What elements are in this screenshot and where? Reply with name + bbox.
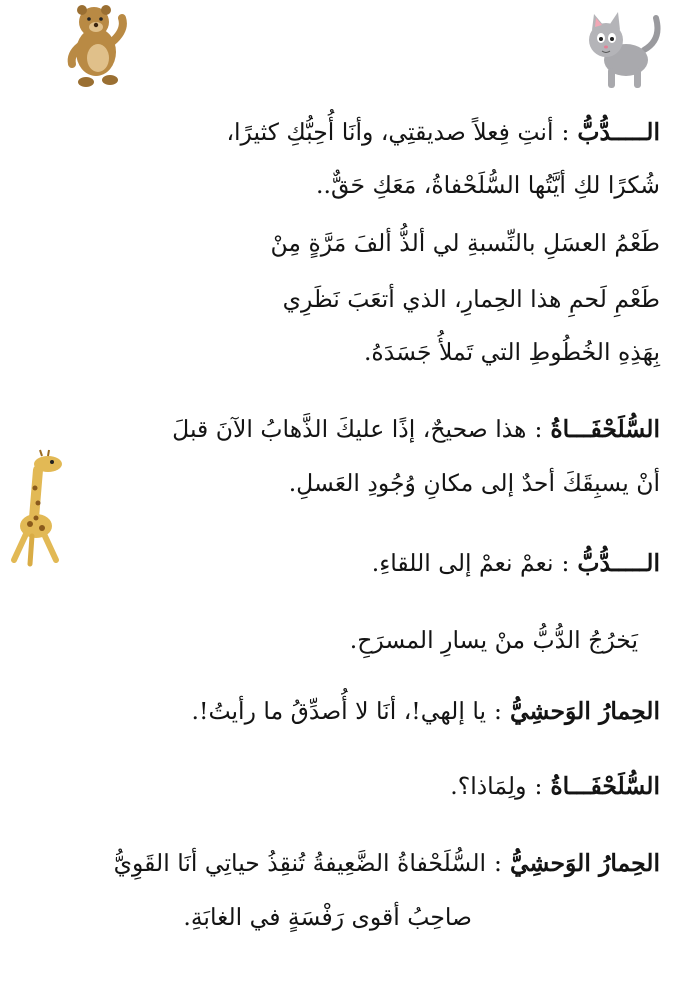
dialogue-line-bear-1 [226,115,660,149]
speaker-name: السُّلَحْفَـــاةُ [550,772,660,800]
dialogue-line-turtle-2 [450,769,660,803]
speaker-name: الـــــدُّبُّ [577,549,660,577]
dialogue-text: صاحِبُ أقوى رَفْسَةٍ في الغابَةِ. [183,903,472,931]
dialogue-line-donkey-1 [192,694,660,728]
dialogue-line-continuation [316,168,660,202]
speaker-name: السُّلَحْفَـــاةُ [550,415,660,443]
speaker-name: الحِمارُ الوَحشِيُّ [509,697,660,725]
dialogue-text: السُّلَحْفاةُ الضَّعِيفةُ تُنقِذُ حياتِي أنَا القَوِيُّ [113,849,487,877]
speaker-name: الـــــدُّبُّ [577,118,660,146]
stage-direction [350,623,638,657]
dialogue-line-turtle-1 [172,412,660,446]
speaker-separator: : [534,772,543,800]
speaker-name: الحِمارُ الوَحشِيُّ [509,849,660,877]
dialogue-line-bear-2 [372,546,660,580]
dialogue-text: ولِمَاذا؟. [450,772,527,800]
dialogue-line-continuation [283,282,660,316]
speaker-separator: : [534,415,543,443]
dialogue-text: طَعْمُ العسَلِ بالنِّسبةِ لي ألذُّ ألفَ مَرَّةٍ مِنْ [270,229,660,257]
dialogue-line-continuation [364,335,660,369]
dialogue-text: طَعْمِ لَحمِ هذا الحِمارِ، الذي أتعَبَ نَظَرِي [282,285,660,313]
dialogue-text: شُكرًا لكِ أيَّتُها السُّلَحْفاةُ، مَعَكِ حَقٌّ.. [316,171,660,199]
dialogue-line-donkey-2 [114,846,660,880]
dialogue-line-continuation [289,466,660,500]
dialogue-text: يَخرُجُ الدُّبُّ منْ يسارِ المسرَحِ. [349,626,638,654]
dialogue-text: نعمْ نعمْ إلى اللقاءِ. [371,549,554,577]
giraffe-illustration [4,448,70,570]
speaker-separator: : [561,118,570,146]
speaker-separator: : [494,849,502,877]
cat-illustration [582,10,664,92]
speaker-separator: : [561,549,570,577]
speaker-separator: : [494,697,502,725]
dialogue-text: أنْ يسبِقَكَ أحدٌ إلى مكانِ وُجُودِ العَسلِ. [288,469,660,497]
dialogue-text: أنتِ فِعلاً صديقتِي، وأنَا أُحِبُّكِ كثيرًا، [226,118,554,146]
dialogue-text: يا إلهي!، أنَا لا أُصدِّقُ ما رأيتُ!. [191,697,487,725]
bear-illustration [60,2,134,90]
dialogue-line-continuation [183,900,472,934]
dialogue-text: بِهَذِهِ الخُطُوطِ التي تَملأُ جَسَدَهُ. [363,338,660,366]
dialogue-text: هذا صحيحٌ، إذًا عليكَ الذَّهابُ الآنَ قبلَ [172,415,527,443]
dialogue-line-continuation [271,226,661,260]
